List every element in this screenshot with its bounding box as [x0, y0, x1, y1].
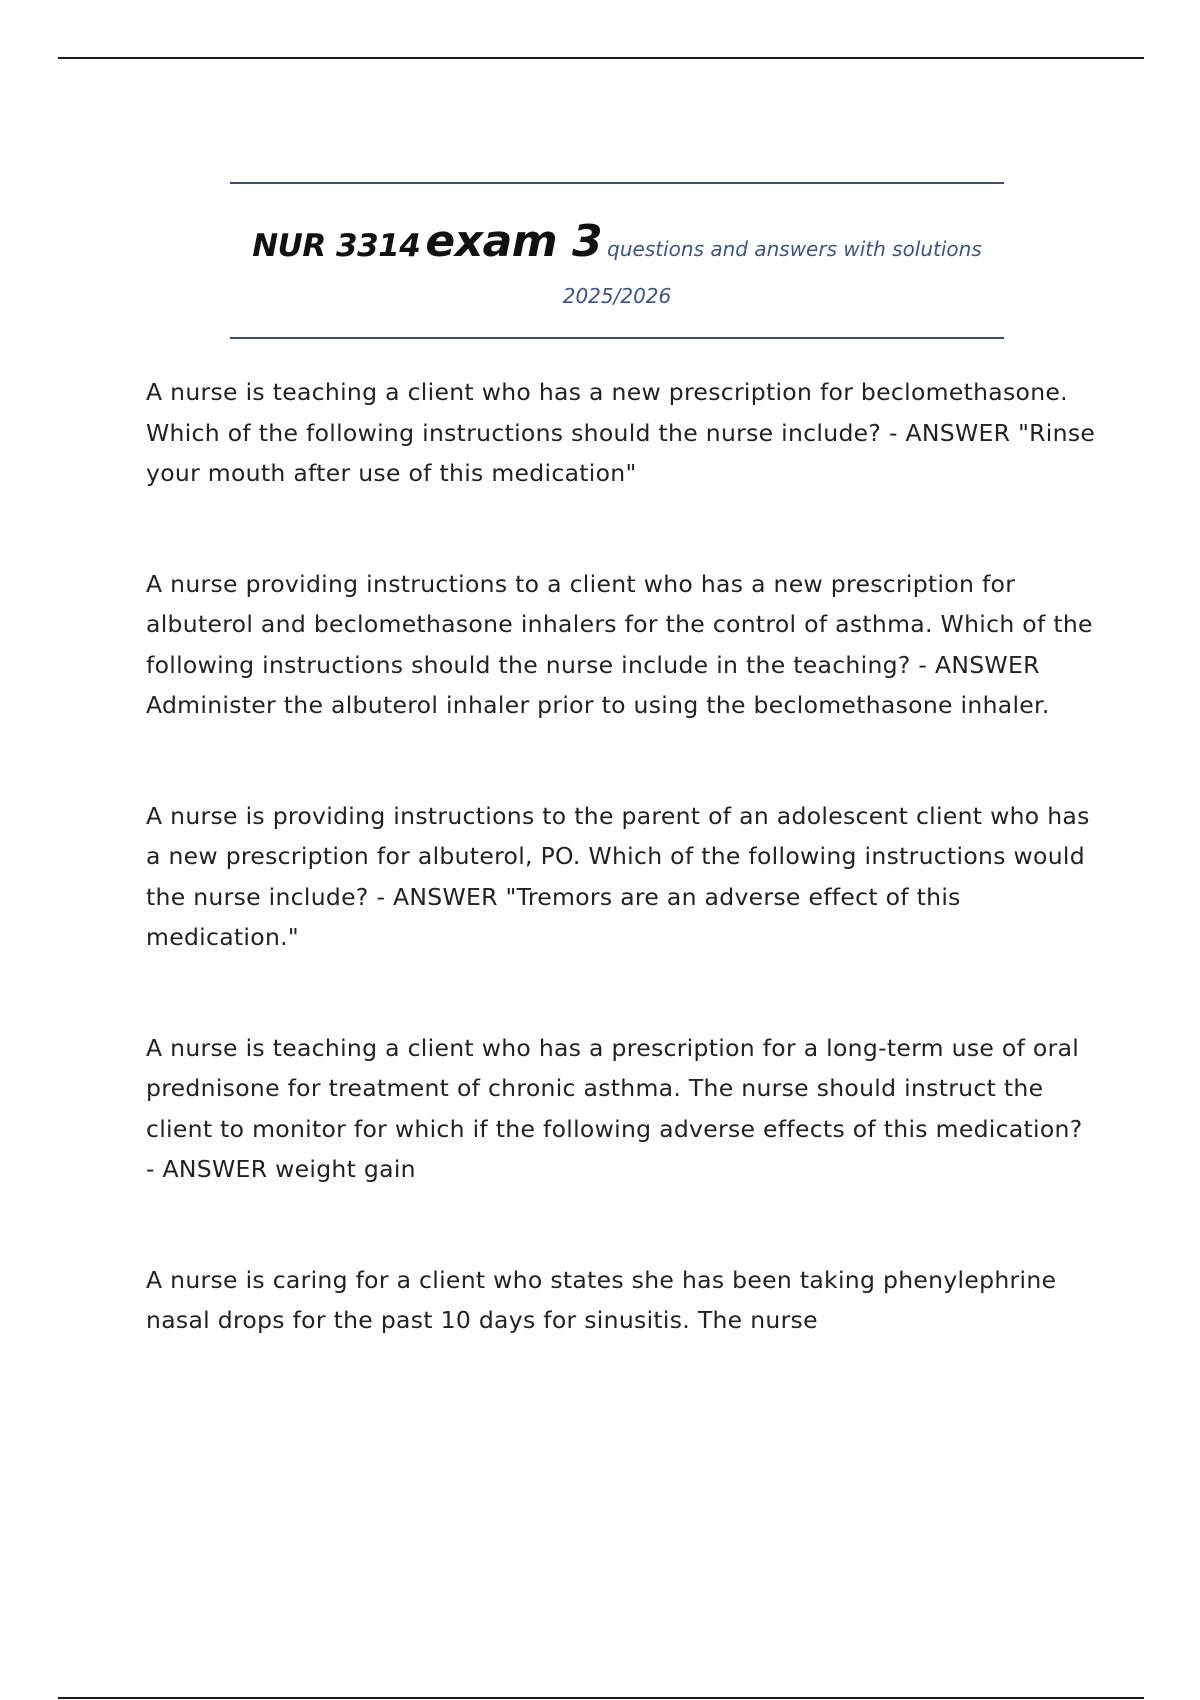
title-lower-rule [230, 337, 1004, 339]
qa-item: A nurse is teaching a client who has a new prescription for beclomethasone. Which of the following instructions should the nurse include? - ANSWER "Rinse your mouth after use of this medication" [146, 378, 1096, 487]
document-subtitle: questions and answers with solutions [607, 237, 982, 261]
page-bottom-rule [58, 1697, 1144, 1699]
qa-item: A nurse is teaching a client who has a prescription for a long-term use of oral prednisone for treatment of chronic asthma. The nurse should instruct the client to monitor for which if the following adverse effects of this medication? - ANSWER weight gain [146, 1033, 1083, 1183]
document-title [230, 216, 1004, 267]
page-top-rule [58, 57, 1144, 59]
qa-item: A nurse is caring for a client who states she has been taking phenylephrine nasal drops for the past 10 days for sinusitis. The nurse [146, 1265, 1057, 1334]
title-block [230, 180, 1004, 340]
qa-item: A nurse is providing instructions to the parent of an adolescent client who has a new prescription for albuterol, PO. Which of the following instructions would the nurse include? - ANSWER "Tremors are an adverse effect of this medication." [146, 801, 1090, 951]
title-upper-rule [230, 182, 1004, 184]
document-year: 2025/2026 [562, 284, 672, 308]
qa-item: A nurse providing instructions to a client who has a new prescription for albuterol and beclomethasone inhalers for the control of asthma. Which of the following instructions should the nurse include in the teaching? - ANSWER Administer the albuterol inhaler prior to using the beclomethasone inhaler. [146, 569, 1093, 719]
exam-name: exam 3 [425, 216, 603, 267]
qa-list [146, 372, 1096, 1411]
course-code: NUR 3314 [252, 228, 421, 264]
